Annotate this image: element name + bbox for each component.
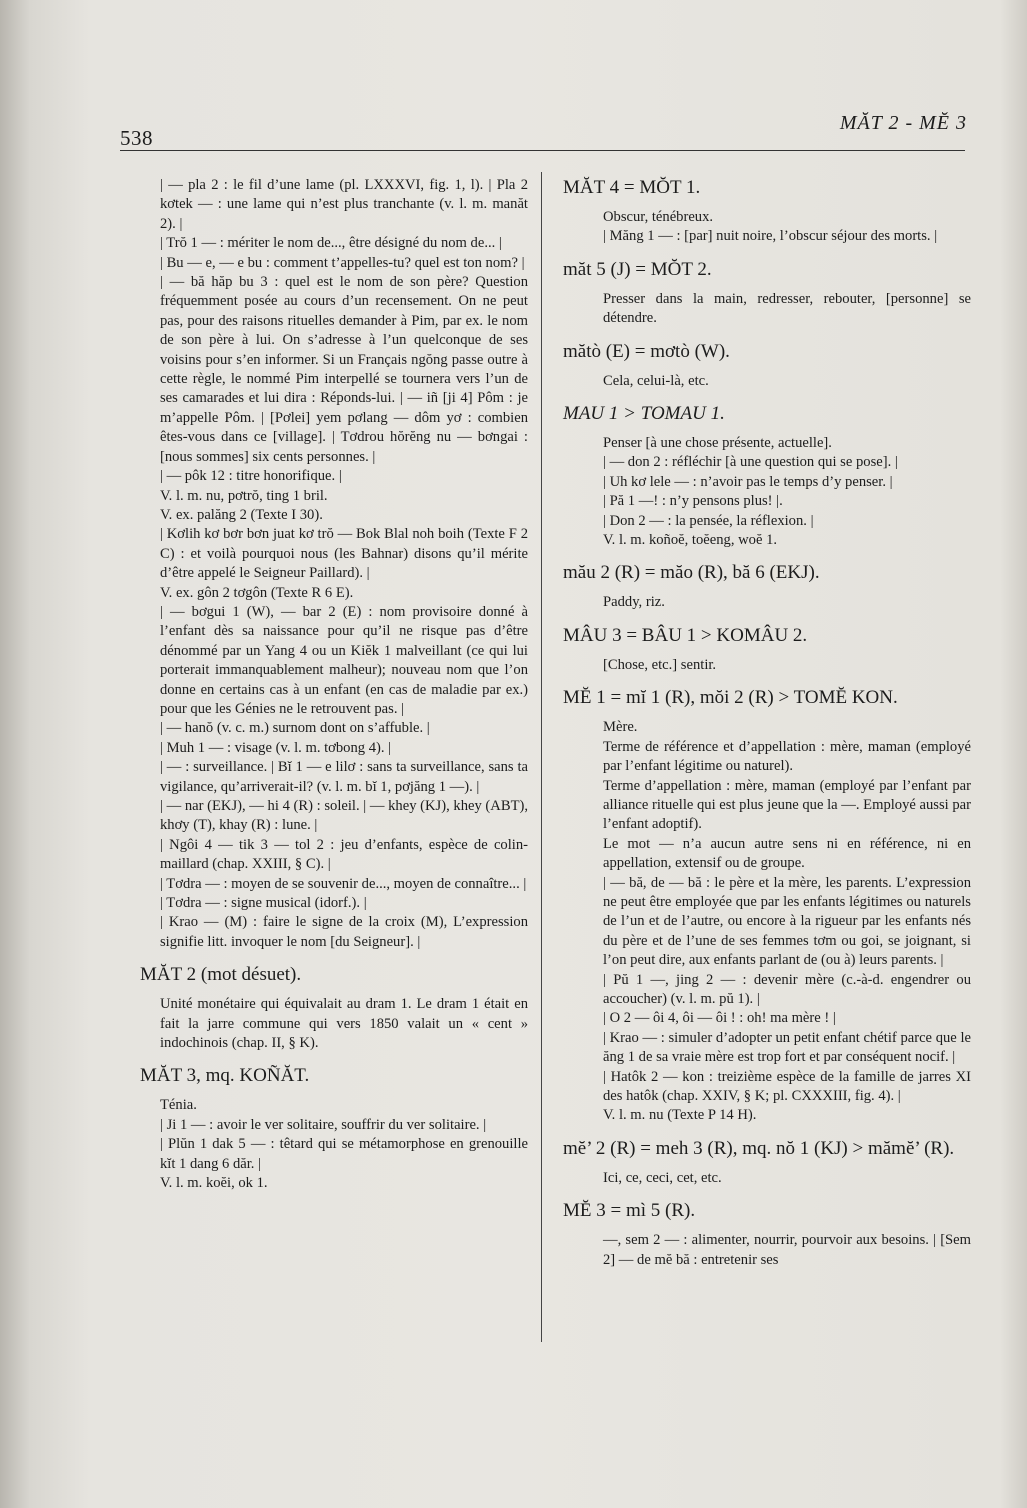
entry-line: | Don 2 — : la pensée, la réflexion. | bbox=[603, 512, 814, 529]
entry-line: | Măng 1 — : [par] nuit noire, l’obscur séjour des morts. | bbox=[603, 228, 938, 245]
entry-body bbox=[563, 434, 971, 550]
entry-line: Ici, ce, ceci, cet, etc. bbox=[603, 1169, 722, 1186]
headword-mau1: MAU 1 > TOMAU 1. bbox=[563, 403, 725, 425]
entry-body bbox=[563, 718, 971, 1126]
entry-line: | Ngôi 4 — tik 3 — tol 2 : jeu d’enfants, espèce de colin-maillard (chap. XXIII, § C). | bbox=[160, 836, 528, 873]
entry-line: | Tơdra — : signe musical (idorf.). | bbox=[160, 895, 367, 912]
entry-body bbox=[563, 656, 971, 675]
entry-line: Terme d’appellation : mère, maman (employé par l’enfant par alliance rituelle qui est plus jeune que la —. Employé aussi par l’enfant adoptif). bbox=[603, 777, 971, 833]
entry-line: | — hanŏ (v. c. m.) surnom dont on s’affuble. | bbox=[160, 720, 430, 737]
entry-line: | Pă 1 —! : n’y pensons plus! |. bbox=[603, 493, 783, 510]
running-head: MĂT 2 - MĔ 3 bbox=[839, 112, 967, 134]
entry-line: | Krao — : simuler d’adopter un petit enfant chétif parce que le ăng 1 de sa vraie mère est trop fort et par conséquent nocif. | bbox=[603, 1029, 971, 1066]
entry-line: | Krao — (M) : faire le signe de la croix (M), L’expression signifie litt. invoquer le nom [du Seigneur]. | bbox=[160, 914, 528, 950]
entry-line: | — bă hăp bu 3 : quel est le nom de son père? Question fréquemment posée au cours d’un recensement. On ne peut pas, pour des raisons rituelles demander à Pim, par ex. le nom de son père à lui. On s’adresse à l’un quelconque de ses voisins pour s’en informer. Si un Français ngŏng passe outre à cette règle, le nommé Pim interpellé se tournera vers l’un de ses camarades et lui dira : Réponds-lui. | — iñ [ji 4] Pôm : je m’appelle Pôm. | [Pơlei] yem pơlang — dôm yơ : combien êtes-vous dans ce [village]. | Tơdrou hŏrĕng nu — bơngai : [nous sommes] six cents personnes. | bbox=[160, 274, 528, 465]
entry-line: | — don 2 : réfléchir [à une question qui se pose]. | bbox=[603, 454, 898, 471]
headword-mat2: MĂT 2 (mot désuet). bbox=[140, 964, 302, 986]
entry-body bbox=[563, 372, 971, 391]
entry-line: Paddy, riz. bbox=[603, 594, 665, 611]
column-divider bbox=[541, 172, 542, 1342]
entry-body bbox=[563, 290, 971, 329]
entry-line: Terme de référence et d’appellation : mère, maman (employé par l’enfant légitime ou naturel). bbox=[603, 738, 971, 775]
entry-body bbox=[563, 1231, 971, 1270]
entry-line: | Uh kơ lele — : n’avoir pas le temps d’y penser. | bbox=[603, 473, 893, 490]
entry-line: [Chose, etc.] sentir. bbox=[603, 656, 717, 673]
entry-line: V. l. m. nu (Texte P 14 H). bbox=[603, 1107, 757, 1124]
right-column bbox=[563, 176, 971, 1270]
entry-line: V. ex. gôn 2 tơgôn (Texte R 6 E). bbox=[160, 584, 354, 601]
entry-line: | Muh 1 — : visage (v. l. m. tơbong 4). | bbox=[160, 739, 392, 756]
page-number: 538 bbox=[120, 126, 153, 150]
entry-line: V. ex. palăng 2 (Texte I 30). bbox=[160, 506, 323, 523]
entry-line: | — : surveillance. | Bĭ 1 — e lilơ : sans ta surveillance, sans ta vigilance, qu’arriverait-il? (v. l. m. bĭ 1, pơjăng 1 —). | bbox=[160, 759, 528, 795]
entry-line: | Pŭ 1 —, jing 2 — : devenir mère (c.-à-d. engendrer ou accoucher) (v. l. m. pŭ 1). | bbox=[603, 971, 971, 1007]
entry-line: V. l. m. nu, pơtrŏ, ting 1 bril. bbox=[160, 487, 328, 504]
headword-mato: mătò (E) = mơtò (W). bbox=[563, 340, 730, 362]
entry-line: | Bu — e, — e bu : comment t’appelles-tu? quel est ton nom? | bbox=[160, 254, 525, 271]
entry-line: | — nar (EKJ), — hi 4 (R) : soleil. | — khey (KJ), khey (ABT), khơy (T), khay (R) : lune. | bbox=[160, 798, 528, 834]
entry-body bbox=[563, 593, 971, 612]
entry-line: | O 2 — ôi 4, ôi — ôi ! : oh! ma mère ! | bbox=[603, 1010, 836, 1027]
entry-line: —, sem 2 — : alimenter, nourrir, pourvoir aux besoins. | [Sem 2] — de mĕ bă : entretenir ses bbox=[603, 1232, 971, 1268]
entry-line: Le mot — n’a aucun autre sens ni en référence, ni en appellation, extensif ou de groupe. bbox=[603, 835, 971, 872]
headword-me1: MĔ 1 = mĭ 1 (R), mŏi 2 (R) > TOMĔ KON. bbox=[563, 687, 898, 709]
headword-me2: mĕ’ 2 (R) = meh 3 (R), mq. nŏ 1 (KJ) > mămĕ’ (R). bbox=[563, 1137, 955, 1159]
left-column bbox=[140, 176, 528, 1194]
entry-body bbox=[563, 1169, 971, 1188]
entry-line: Mère. bbox=[603, 719, 638, 736]
entry-line: | Tơdra — : moyen de se souvenir de..., moyen de connaître... | bbox=[160, 875, 527, 892]
entry-line: | Ji 1 — : avoir le ver solitaire, souffrir du ver solitaire. | bbox=[160, 1116, 487, 1133]
entry-line: | — bă, de — bă : le père et la mère, les parents. L’expression ne peut être employée que par les enfants légitimes ou naturels de l’un et de l’autre, ou encore à la rigueur par les enfants nés du père et de l’une de ses femmes tơm ou goi, se joignant, si l’on peut dire, aux enfants parlant de (ou à) leurs parents. | bbox=[603, 874, 971, 969]
header-rule bbox=[120, 150, 965, 151]
definition: Unité monétaire qui équivalait au dram 1. Le dram 1 était en fait la jarre commune qui vers 1850 valait un « cent » indochinois (chap. II, § K). bbox=[160, 996, 528, 1052]
entry-line: | Kơlih kơ bơr bơn juat kơ trŏ — Bok Blal noh boih (Texte F 2 C) : et voilà pourquoi nous (les Bahnar) disons qu’il mérite d’être appelé le Seigneur Paillard). | bbox=[160, 526, 528, 582]
headword-mau2: mău 2 (R) = măo (R), bă 6 (EKJ). bbox=[563, 562, 820, 584]
entry-line: | Plŭn 1 dak 5 — : têtard qui se métamorphose en grenouille kĭt 1 dang 6 dăr. | bbox=[160, 1136, 528, 1172]
headword-mau3: MÂU 3 = BÂU 1 > KOMÂU 2. bbox=[563, 624, 808, 646]
entry-line: V. l. m. koñoĕ, toĕeng, woĕ 1. bbox=[603, 532, 778, 549]
headword-mat5: măt 5 (J) = MŎT 2. bbox=[563, 258, 712, 280]
entry-line: V. l. m. koĕi, ok 1. bbox=[160, 1175, 268, 1192]
entry-line: Cela, celui-là, etc. bbox=[603, 372, 709, 389]
entry-line: | — pla 2 : le fil d’une lame (pl. LXXXVI, fig. 1, l). | Pla 2 kơtek — : une lame qui n’est plus tranchante (v. l. m. manăt 2). | bbox=[160, 177, 528, 232]
entry-line: Presser dans la main, redresser, rebouter, [personne] se détendre. bbox=[603, 290, 971, 327]
entry-line: | — bơgui 1 (W), — bar 2 (E) : nom provisoire donné à l’enfant dès sa naissance pour qu’il ne risque pas d’être dénommé par un Yang 4 ou un Kiĕk 1 malveillant (ce qui lui porterait immanquablement malheur); nouveau nom que l’on donne en certains cas à un enfant (en cas de maladie par ex.) pour que les Génies ne le retrouvent pas. | bbox=[160, 603, 528, 717]
entry-line: Obscur, ténébreux. bbox=[603, 209, 714, 225]
entry-line: Penser [à une chose présente, actuelle]. bbox=[603, 435, 832, 452]
entry-body bbox=[563, 208, 971, 247]
headword-mat3: MĂT 3, mq. KOÑĂT. bbox=[140, 1065, 310, 1087]
entry-line: | — pôk 12 : titre honorifique. | bbox=[160, 468, 342, 485]
entry-line: | Hatôk 2 — kon : treizième espèce de la famille de jarres XI des hatôk (chap. XXIV, § K; pl. CXXXIII, fig. 4). | bbox=[603, 1068, 971, 1104]
entry-line: | Trŏ 1 — : mériter le nom de..., être désigné du nom de... | bbox=[160, 235, 502, 252]
page-header bbox=[120, 112, 967, 152]
definition-gloss: Ténia. bbox=[160, 1097, 197, 1114]
headword-mat4: MĂT 4 = MŎT 1. bbox=[563, 177, 701, 198]
headword-me3: MĔ 3 = mì 5 (R). bbox=[563, 1200, 696, 1222]
